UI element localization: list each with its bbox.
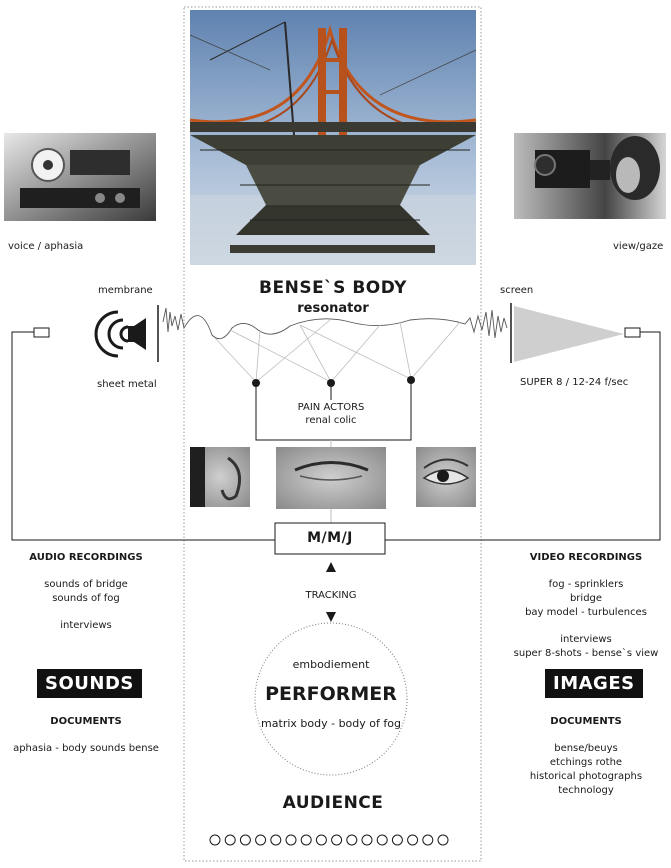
projection-cone — [514, 306, 624, 362]
video-item: super 8-shots - bense`s view — [513, 648, 659, 659]
audience-seat — [332, 835, 342, 845]
video-item: interviews — [560, 634, 612, 645]
arrow-down-icon — [326, 612, 336, 622]
right-document-item: etchings rothe — [549, 757, 623, 768]
projector-box — [625, 328, 640, 337]
video-item: fog - sprinklers — [548, 579, 624, 590]
audience-seat — [392, 835, 402, 845]
renal-colic-label: renal colic — [305, 415, 357, 426]
audience-seat — [316, 835, 326, 845]
sheet-metal-label: sheet metal — [97, 379, 157, 390]
super8-label: SUPER 8 / 12-24 f/sec — [520, 377, 629, 388]
audience-seat — [377, 835, 387, 845]
audio-item: sounds of bridge — [44, 579, 128, 590]
video-item: bay model - turbulences — [525, 607, 647, 618]
audience-seat — [362, 835, 372, 845]
lips-photo — [276, 447, 386, 509]
membrane-label: membrane — [98, 285, 153, 296]
video-item: bridge — [569, 593, 603, 604]
speaker-icon — [96, 312, 146, 356]
audience-seat — [347, 835, 357, 845]
audio-recordings-heading: AUDIO RECORDINGS — [29, 552, 143, 563]
sounds-box: SOUNDS — [37, 669, 142, 698]
images-box: IMAGES — [545, 669, 643, 698]
audio-item: interviews — [60, 620, 112, 631]
tracking-label: TRACKING — [305, 590, 357, 601]
audience-seat — [438, 835, 448, 845]
video-recordings-heading: VIDEO RECORDINGS — [529, 552, 643, 563]
audience-label: AUDIENCE — [282, 793, 384, 813]
matrix-label: matrix body - body of fog — [261, 717, 401, 730]
audience-seat — [301, 835, 311, 845]
eye-photo — [416, 447, 476, 507]
audience-seat — [210, 835, 220, 845]
voice-aphasia-caption: voice / aphasia — [8, 241, 84, 252]
left-documents-heading: DOCUMENTS — [50, 716, 122, 727]
resonator-subtitle: resonator — [297, 301, 369, 316]
audience-seat — [225, 835, 235, 845]
right-documents-heading: DOCUMENTS — [550, 716, 622, 727]
audience-seat — [408, 835, 418, 845]
audio-item: sounds of fog — [52, 593, 120, 604]
right-document-item: bense/beuys — [554, 743, 618, 754]
arrow-up-icon — [326, 562, 336, 572]
view-gaze-caption: view/gaze — [613, 241, 664, 252]
mmj-label: M/M/J — [307, 530, 353, 546]
tape-machine-photo — [4, 133, 156, 221]
pain-actor-nodes — [252, 376, 415, 387]
bridge-photo — [190, 10, 476, 265]
resonance-links — [215, 320, 460, 382]
audience-seat — [286, 835, 296, 845]
pain-actors-label: PAIN ACTORS — [297, 402, 365, 413]
left-document-item: aphasia - body sounds bense — [13, 743, 159, 754]
camera-operator-photo — [514, 133, 666, 219]
audience-seat — [423, 835, 433, 845]
audience-seat — [271, 835, 281, 845]
audience-seats — [210, 835, 448, 845]
right-document-item: technology — [558, 785, 614, 796]
bense-body-title: BENSE`S BODY — [259, 278, 407, 298]
microphone-box — [34, 328, 49, 337]
audience-seat — [240, 835, 250, 845]
performer-label: PERFORMER — [265, 683, 397, 705]
embodiement-label: embodiement — [292, 658, 370, 671]
right-document-item: historical photographs — [529, 771, 643, 782]
audience-seat — [256, 835, 266, 845]
ear-photo — [190, 447, 250, 507]
screen-label: screen — [500, 285, 534, 296]
